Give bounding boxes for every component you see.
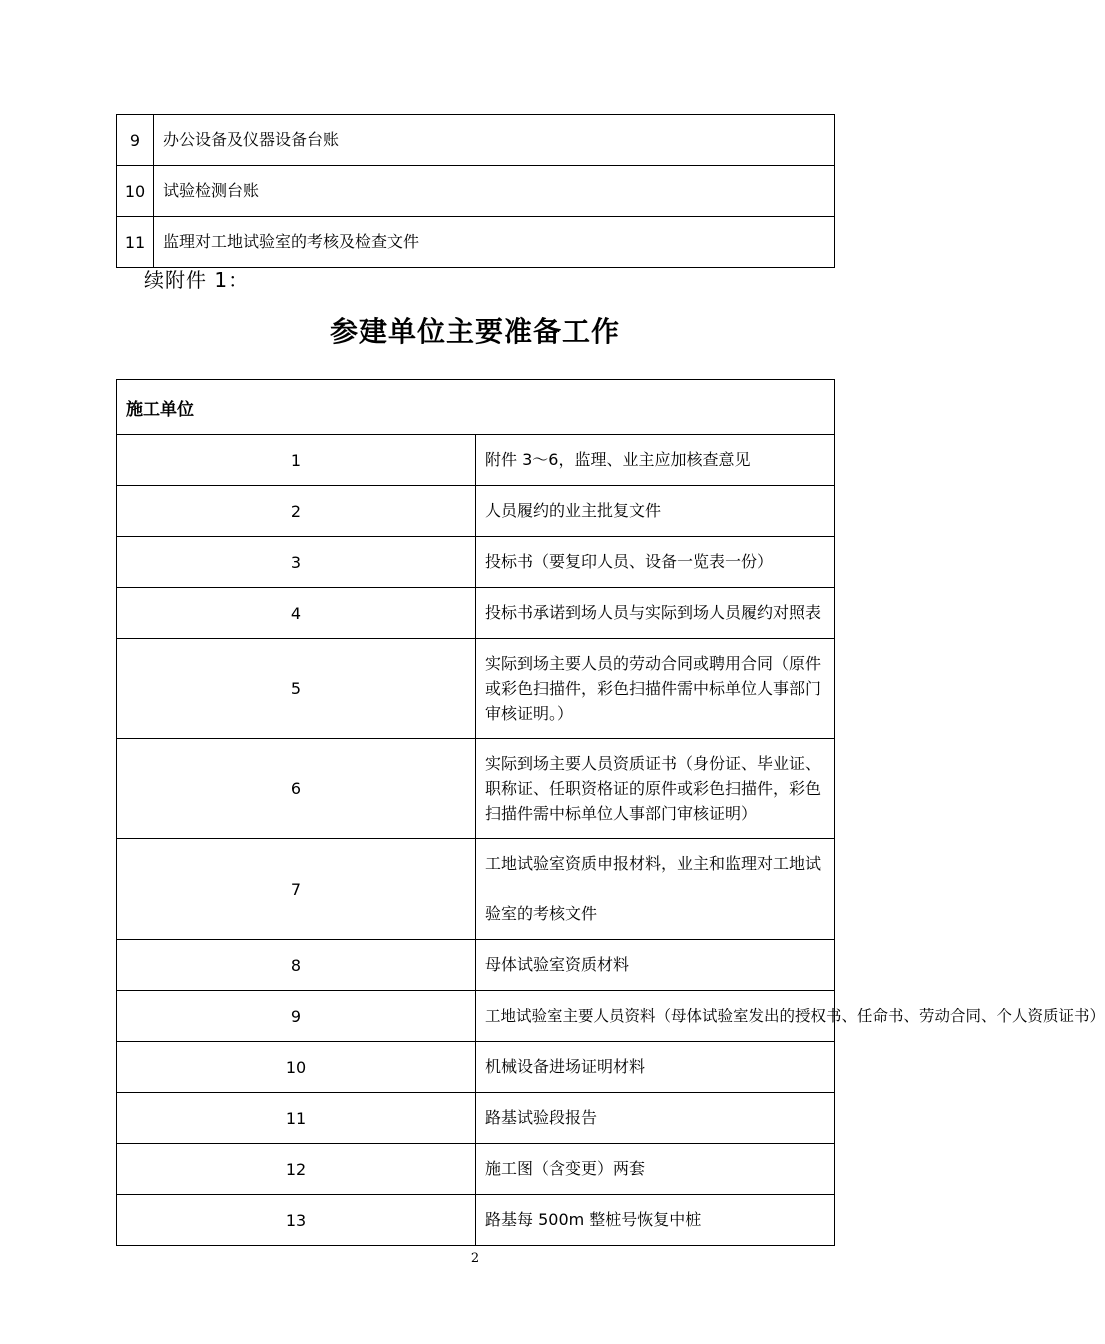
row-text: 投标书承诺到场人员与实际到场人员履约对照表 [476,588,835,639]
row-text: 监理对工地试验室的考核及检查文件 [154,217,835,268]
table-row [117,991,835,1042]
row-text: 工地试验室资质申报材料，业主和监理对工地试验室的考核文件 [476,839,835,940]
table-row [117,588,835,639]
table-row [117,486,835,537]
table-row [117,639,835,739]
table-row [117,1195,835,1246]
row-number: 4 [117,588,476,639]
row-text: 机械设备进场证明材料 [476,1042,835,1093]
row-number: 6 [117,739,476,839]
table-header-row [117,380,835,435]
table-row [117,115,835,166]
row-text: 附件 3～6，监理、业主应加核查意见 [476,435,835,486]
row-text: 试验检测台账 [154,166,835,217]
row-number: 10 [117,1042,476,1093]
row-number: 13 [117,1195,476,1246]
row-number: 11 [117,217,154,268]
row-number: 12 [117,1144,476,1195]
table-row [117,537,835,588]
table-row [117,1093,835,1144]
table-row [117,166,835,217]
row-text: 投标书（要复印人员、设备一览表一份） [476,537,835,588]
table-row [117,1042,835,1093]
row-number: 2 [117,486,476,537]
row-number: 8 [117,940,476,991]
page-title: 参建单位主要准备工作 [329,315,620,348]
table-row [117,435,835,486]
row-text: 工地试验室主要人员资料（母体试验室发出的授权书、任命书、劳动合同、个人资质证书） [476,991,835,1042]
row-number: 7 [117,839,476,940]
row-number: 10 [117,166,154,217]
table-row [117,1144,835,1195]
continue-label: 续附件 1： [144,268,250,292]
row-text: 办公设备及仪器设备台账 [154,115,835,166]
row-number: 9 [117,991,476,1042]
row-number: 11 [117,1093,476,1144]
row-text: 人员履约的业主批复文件 [476,486,835,537]
row-text: 路基试验段报告 [476,1093,835,1144]
top-table [116,114,835,268]
table-row [117,940,835,991]
row-number: 5 [117,639,476,739]
table-row [117,839,835,940]
row-text: 实际到场主要人员的劳动合同或聘用合同（原件或彩色扫描件，彩色扫描件需中标单位人事部门审核证明。） [476,639,835,739]
page-number: 2 [470,1251,480,1266]
row-text: 施工图（含变更）两套 [476,1144,835,1195]
row-number: 3 [117,537,476,588]
row-number: 1 [117,435,476,486]
row-text: 路基每 500m 整桩号恢复中桩 [476,1195,835,1246]
main-table [116,379,1105,1246]
table-row [117,217,835,268]
table-header: 施工单位 [117,380,835,435]
table-row [117,739,835,839]
row-text: 实际到场主要人员资质证书（身份证、毕业证、职称证、任职资格证的原件或彩色扫描件，彩色扫描件需中标单位人事部门审核证明） [476,739,835,839]
row-text: 母体试验室资质材料 [476,940,835,991]
row-number: 9 [117,115,154,166]
